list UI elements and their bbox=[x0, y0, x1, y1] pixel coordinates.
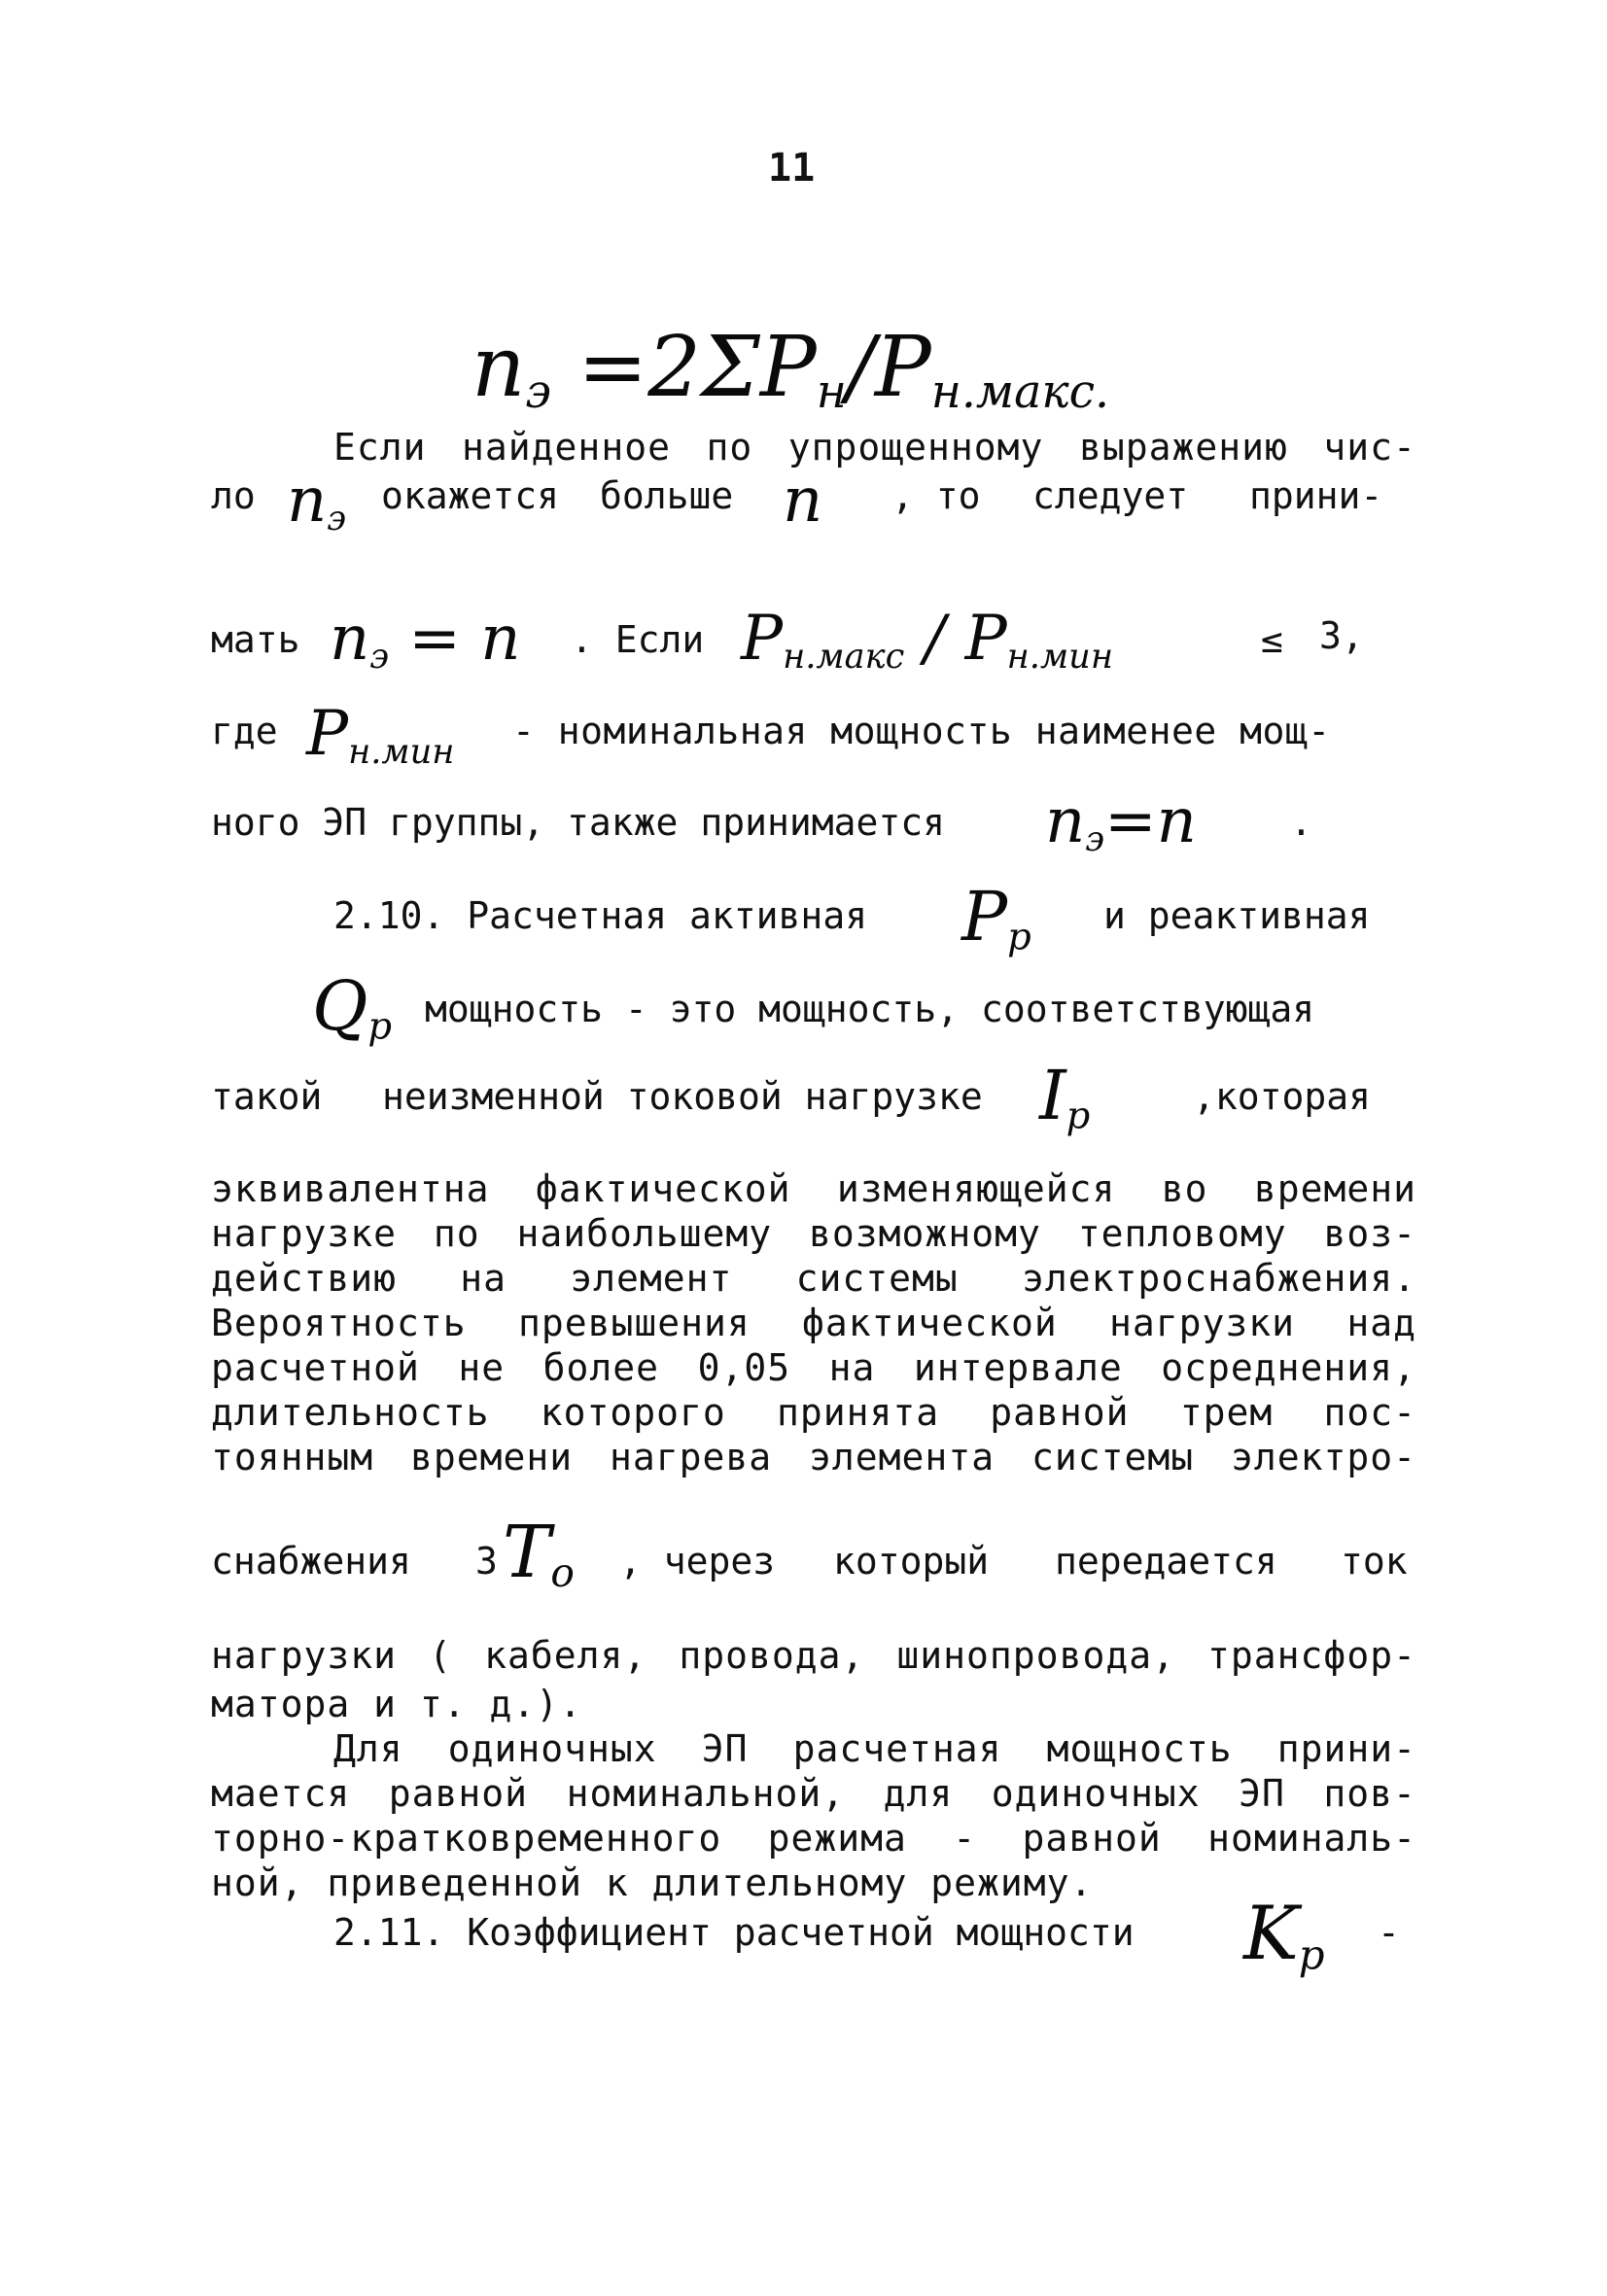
p4-l1-a: 2.11. Коэффициент расчетной мощности bbox=[333, 1911, 1135, 1954]
p3-l1-w3: расчетная bbox=[792, 1727, 1002, 1770]
p1-l2-sym-sub: э bbox=[327, 498, 346, 539]
p2-l10-w0: тоянным bbox=[211, 1436, 374, 1478]
p2-line-5 bbox=[211, 1211, 1416, 1256]
p1-l5-symbol bbox=[1045, 785, 1197, 859]
formula-p-sub: н bbox=[816, 365, 847, 419]
p2-l12-w0: нагрузки bbox=[211, 1634, 398, 1677]
p2-l6-w4: электроснабжения. bbox=[1022, 1257, 1416, 1300]
p1-l2-symbol-ne bbox=[287, 465, 346, 539]
p2-l11-d: передается bbox=[1055, 1540, 1277, 1583]
p1-l4-a: где bbox=[211, 710, 278, 752]
p1-l3-sym4: P bbox=[964, 603, 1007, 675]
p2-l6-w3: системы bbox=[795, 1257, 959, 1300]
p2-line-12 bbox=[211, 1633, 1416, 1678]
p2-line-13: матора и т. д.). bbox=[211, 1683, 583, 1725]
p1-line-5 bbox=[211, 785, 1416, 867]
p1-l1-w1: найденное bbox=[462, 426, 671, 469]
p1-line-3 bbox=[211, 603, 1416, 680]
p2-l1-a: 2.10. Расчетная активная bbox=[333, 894, 868, 937]
formula-pmax: P bbox=[874, 319, 931, 416]
p1-l3-le: ≤ bbox=[1261, 618, 1283, 661]
p2-l12-w2: кабеля, bbox=[484, 1634, 647, 1677]
p2-l11-num: 3 bbox=[475, 1540, 498, 1583]
p2-l6-w2: элемент bbox=[570, 1257, 733, 1300]
p2-l10-w3: элемента bbox=[809, 1436, 996, 1478]
p2-l5-w0: нагрузке bbox=[211, 1212, 398, 1255]
p2-l8-w0: расчетной bbox=[211, 1346, 420, 1389]
p1-l2-a: ло bbox=[211, 474, 256, 517]
p4-line-1 bbox=[211, 1890, 1416, 1981]
p2-line-2 bbox=[211, 966, 1416, 1050]
p1-l3-a: мать bbox=[211, 618, 300, 661]
p2-l11-sym-sub: о bbox=[550, 1549, 575, 1597]
p3-l3-w0: торно-кратковременного bbox=[211, 1817, 722, 1860]
p2-l1-b: и реактивная bbox=[1103, 894, 1371, 937]
p2-l4-w3: во bbox=[1161, 1167, 1208, 1210]
p2-l1-sym: P bbox=[961, 877, 1008, 957]
p1-line-4 bbox=[211, 698, 1416, 776]
p1-l4-sym: P bbox=[306, 698, 349, 770]
p3-l1-w5: прини- bbox=[1276, 1727, 1416, 1770]
p2-l11-symbol bbox=[503, 1511, 575, 1596]
p2-line-4 bbox=[211, 1166, 1416, 1211]
p3-l1-w1: одиночных bbox=[447, 1727, 657, 1770]
p1-l3-sym: n bbox=[330, 603, 370, 675]
p2-l3-a: такой bbox=[211, 1075, 323, 1118]
p2-l9-w2: принята bbox=[776, 1391, 940, 1434]
p3-l2-w5: ЭП bbox=[1239, 1772, 1285, 1815]
p1-l4-symbol bbox=[306, 698, 454, 772]
p2-l1-symbol bbox=[961, 877, 1031, 959]
p3-l3-w3: равной bbox=[1022, 1817, 1162, 1860]
p1-l2-sym: n bbox=[287, 465, 328, 537]
p3-l3-w1: режима bbox=[767, 1817, 907, 1860]
p2-l7-w1: превышения bbox=[517, 1302, 751, 1344]
page-number: 11 bbox=[768, 146, 816, 191]
p2-l5-w1: по bbox=[433, 1212, 480, 1255]
p2-l4-w4: времени bbox=[1253, 1167, 1416, 1210]
p2-line-11 bbox=[211, 1511, 1416, 1597]
p3-l2-w4: одиночных bbox=[991, 1772, 1201, 1815]
p2-line-1 bbox=[211, 877, 1416, 959]
p2-l11-e: ток bbox=[1341, 1540, 1408, 1583]
p1-l5-sym-sub: э bbox=[1085, 818, 1104, 859]
p1-l1-w5: чис- bbox=[1323, 426, 1416, 469]
p2-l9-w3: равной bbox=[990, 1391, 1130, 1434]
p2-line-7 bbox=[211, 1301, 1416, 1345]
p1-l1-w3: упрощенному bbox=[787, 426, 1044, 469]
p2-l10-w5: электро- bbox=[1230, 1436, 1416, 1478]
p2-l3-symbol bbox=[1039, 1056, 1090, 1138]
p2-l12-w5: трансфор- bbox=[1207, 1634, 1416, 1677]
p1-l5-a: ного ЭП группы, также принимается bbox=[211, 801, 945, 844]
p2-l2-sym: Q bbox=[312, 966, 368, 1046]
formula-sum: Σ bbox=[701, 319, 760, 416]
p2-l11-a: снабжения bbox=[211, 1540, 411, 1583]
p3-l1-w4: мощность bbox=[1046, 1727, 1233, 1770]
p3-l2-w3: для bbox=[883, 1772, 954, 1815]
p2-line-3 bbox=[211, 1056, 1416, 1138]
p1-l3-symbol-ne bbox=[330, 603, 520, 677]
p1-l2-f: прини- bbox=[1249, 474, 1383, 517]
formula-ne-symbol: n bbox=[472, 319, 526, 416]
p2-l4-w1: фактической bbox=[535, 1167, 791, 1210]
p1-l3-sym4-sub: н.мин bbox=[1006, 636, 1114, 677]
p2-l11-sym: T bbox=[503, 1511, 551, 1594]
p2-l10-w2: нагрева bbox=[610, 1436, 773, 1478]
p1-l2-b: окажется bbox=[381, 474, 560, 517]
p3-l1-w2: ЭП bbox=[701, 1727, 749, 1770]
p1-l3-sym3: P bbox=[741, 603, 784, 675]
formula-pmax-sub: н.макс. bbox=[930, 365, 1110, 419]
p2-l7-w2: фактической bbox=[802, 1302, 1058, 1344]
p2-line-8 bbox=[211, 1345, 1416, 1390]
p1-l3-sym3-sub: н.макс bbox=[783, 636, 905, 677]
p3-l2-w6: пов- bbox=[1323, 1772, 1416, 1815]
p2-l8-w1: не bbox=[458, 1346, 506, 1389]
p1-l2-d: , то bbox=[891, 474, 981, 517]
p2-l2-symbol bbox=[312, 966, 392, 1049]
p1-l5-sym2: n bbox=[1156, 785, 1197, 857]
p1-l1-w2: по bbox=[706, 426, 753, 469]
p1-l4-sym-sub: н.мин bbox=[348, 731, 455, 772]
p2-l8-w2: более bbox=[542, 1346, 660, 1389]
p1-line-1 bbox=[333, 425, 1416, 470]
p2-l4-w2: изменяющейся bbox=[836, 1167, 1116, 1210]
p2-l11-b: , через bbox=[619, 1540, 776, 1583]
p2-l9-w4: трем bbox=[1179, 1391, 1274, 1434]
p3-line-3 bbox=[211, 1816, 1416, 1861]
p2-l12-w1: ( bbox=[429, 1634, 452, 1677]
p4-l1-symbol bbox=[1243, 1890, 1325, 1978]
p3-l2-w2: номинальной, bbox=[566, 1772, 846, 1815]
p1-l3-sym2: n bbox=[480, 603, 521, 675]
p3-line-4: ной, приведенной к длительному режиму. bbox=[211, 1861, 1094, 1904]
p3-l3-w4: номиналь- bbox=[1207, 1817, 1416, 1860]
p1-l5-b: . bbox=[1290, 801, 1312, 844]
p2-l7-w0: Вероятность bbox=[211, 1302, 467, 1344]
p2-l7-w3: нагрузки bbox=[1109, 1302, 1296, 1344]
p2-l8-w3: 0,05 bbox=[697, 1346, 791, 1389]
p1-line-2 bbox=[211, 465, 1416, 539]
p2-l6-w1: на bbox=[460, 1257, 507, 1300]
p1-l3-ratio bbox=[741, 603, 1113, 677]
p2-l8-w5: интервале bbox=[913, 1346, 1123, 1389]
p2-l8-w6: осреднения, bbox=[1161, 1346, 1416, 1389]
p3-l2-w0: мается bbox=[211, 1772, 351, 1815]
p2-l5-w5: воз- bbox=[1323, 1212, 1416, 1255]
p3-line-2 bbox=[211, 1771, 1416, 1816]
p3-line-1 bbox=[333, 1726, 1416, 1771]
p2-line-6 bbox=[211, 1256, 1416, 1301]
p2-l7-w4: над bbox=[1346, 1302, 1416, 1344]
p2-l3-sym-sub: р bbox=[1066, 1094, 1091, 1138]
p2-l11-c: который bbox=[833, 1540, 990, 1583]
formula-p: P bbox=[759, 319, 817, 416]
p2-l12-w3: провода, bbox=[679, 1634, 865, 1677]
p1-l5-sym: n bbox=[1045, 785, 1086, 857]
p2-l3-sym: I bbox=[1039, 1056, 1066, 1135]
p2-l4-w0: эквивалентна bbox=[211, 1167, 490, 1210]
p2-line-10 bbox=[211, 1435, 1416, 1479]
p2-l12-w4: шинопровода, bbox=[896, 1634, 1175, 1677]
p2-l9-w1: которого bbox=[540, 1391, 726, 1434]
p1-l3-c: 3, bbox=[1319, 614, 1364, 657]
p1-l3-eq: = bbox=[408, 603, 461, 675]
p2-l3-b: неизменной токовой нагрузке bbox=[382, 1075, 983, 1118]
p2-l8-w4: на bbox=[828, 1346, 876, 1389]
p1-l4-b: - номинальная мощность наименее мощ- bbox=[512, 710, 1331, 752]
formula-ne-sub: э bbox=[525, 365, 551, 419]
formula-ne bbox=[472, 319, 1109, 441]
p1-l1-w4: выражению bbox=[1078, 426, 1288, 469]
p4-l1-sym: K bbox=[1243, 1890, 1299, 1976]
p3-l3-w2: - bbox=[953, 1817, 977, 1860]
p1-l3-sym-sub: э bbox=[369, 636, 389, 677]
p4-l1-sym-sub: р bbox=[1298, 1931, 1325, 1979]
p2-l9-w0: длительность bbox=[211, 1391, 490, 1434]
p2-l5-w4: тепловому bbox=[1077, 1212, 1287, 1255]
p2-l1-sym-sub: р bbox=[1007, 915, 1031, 959]
p3-l2-w1: равной bbox=[388, 1772, 529, 1815]
p2-l2-a: мощность - это мощность, соответствующая bbox=[425, 988, 1315, 1030]
p1-l2-e: следует bbox=[1032, 474, 1189, 517]
p3-l1-w0: Для bbox=[333, 1727, 403, 1770]
p1-l2-symbol-n: n bbox=[783, 465, 823, 537]
p1-l3-b: . Если bbox=[571, 618, 705, 661]
p1-l1-w0: Если bbox=[333, 426, 427, 469]
formula-slash: / bbox=[846, 319, 875, 416]
p2-l10-w1: времени bbox=[410, 1436, 574, 1478]
p2-l3-c: ,которая bbox=[1193, 1075, 1372, 1118]
p2-l5-w2: наибольшему bbox=[516, 1212, 773, 1255]
p1-l3-slash: / bbox=[924, 603, 946, 675]
p2-line-9 bbox=[211, 1390, 1416, 1435]
p2-l9-w5: пос- bbox=[1323, 1391, 1416, 1434]
p4-l1-b: - bbox=[1378, 1911, 1400, 1954]
p2-l2-sym-sub: р bbox=[367, 1004, 393, 1049]
formula-equals: =2 bbox=[577, 319, 702, 416]
p1-l5-eq: = bbox=[1103, 785, 1157, 857]
p2-l6-w0: действию bbox=[211, 1257, 398, 1300]
p1-l2-c: больше bbox=[600, 474, 734, 517]
p2-l5-w3: возможному bbox=[809, 1212, 1041, 1255]
p2-l10-w4: системы bbox=[1031, 1436, 1195, 1478]
